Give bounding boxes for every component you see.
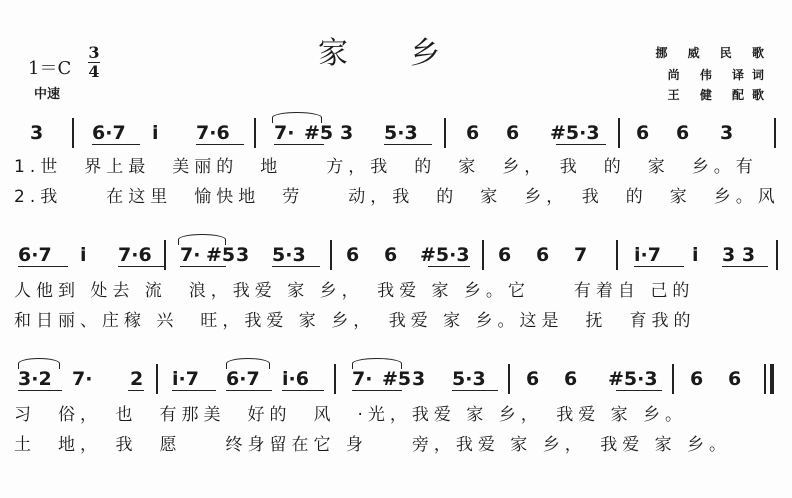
barline — [482, 240, 484, 270]
time-signature-top: 3 — [88, 43, 100, 62]
note: #5·3 — [420, 244, 470, 266]
note: 3 — [720, 122, 734, 144]
underline — [634, 266, 684, 267]
note: 7· — [72, 368, 93, 390]
note: i·7 — [634, 244, 661, 266]
note: 7· — [274, 122, 295, 144]
lyrics-verse-1: 人他到 处去 流 浪，我爱 家 乡， 我爱 家 乡。它 有着自 己的 — [14, 281, 695, 301]
barline — [616, 240, 618, 270]
note: 6 — [498, 244, 512, 266]
note: 7·6 — [196, 122, 230, 144]
note: i — [692, 244, 699, 266]
underline — [274, 144, 324, 145]
note: i — [152, 122, 159, 144]
underline — [556, 144, 606, 145]
barline — [508, 364, 510, 394]
note: 6 — [676, 122, 690, 144]
underline — [196, 144, 244, 145]
underline — [272, 266, 320, 267]
lyrics-verse-2: 和日丽、庄稼 兴 旺，我爱 家 乡， 我爱 家 乡。这是 抚 育我的 — [14, 311, 696, 331]
note: 3 — [30, 122, 44, 144]
note: 3 — [236, 244, 250, 266]
time-signature-bottom: 4 — [88, 62, 100, 81]
barline — [254, 118, 256, 148]
note: #5·3 — [608, 368, 658, 390]
barline — [334, 364, 336, 394]
key-signature: 1＝C — [28, 58, 72, 79]
note: 5·3 — [452, 368, 486, 390]
underline — [384, 144, 432, 145]
note: i·7 — [172, 368, 199, 390]
barline — [72, 118, 74, 148]
lyrics-verse-1: 1.世 界上最 美丽的 地 方，我 的 家 乡， 我 的 家 乡。有 — [14, 157, 758, 177]
barline — [618, 118, 620, 148]
note: 6 — [564, 368, 578, 390]
note: 6·7 — [18, 244, 52, 266]
note: #5 — [304, 122, 334, 144]
melody-line-3 — [0, 364, 792, 394]
note: 6 — [384, 244, 398, 266]
credit-translator: 尚 伟 译词 — [667, 68, 772, 82]
barline — [672, 364, 674, 394]
note: 7 — [574, 244, 588, 266]
underline — [616, 390, 662, 391]
note: i·6 — [282, 368, 309, 390]
note: 3 — [412, 368, 426, 390]
note: 6·7 — [92, 122, 126, 144]
underline — [18, 390, 62, 391]
barline — [164, 240, 166, 270]
note: #5 — [206, 244, 236, 266]
underline — [352, 390, 402, 391]
note: 3 — [340, 122, 354, 144]
note: 5·3 — [384, 122, 418, 144]
note: 7· — [352, 368, 373, 390]
underline — [118, 266, 166, 267]
note: 7·6 — [118, 244, 152, 266]
barline — [776, 240, 778, 270]
note: #5·3 — [550, 122, 600, 144]
underline — [722, 266, 768, 267]
lyrics-verse-2: 2.我 在这里 愉快地 劳 动，我 的 家 乡， 我 的 家 乡。风 — [14, 187, 780, 207]
note: 6 — [536, 244, 550, 266]
underline — [226, 390, 272, 391]
time-signature — [88, 44, 100, 81]
note: #5 — [382, 368, 412, 390]
lyrics-verse-1: 习 俗， 也 有那美 好的 风 ·光，我爱 家 乡， 我爱 家 乡。 — [14, 405, 688, 425]
note: 6 — [690, 368, 704, 390]
lyrics-verse-2: 土 地， 我 愿 终身留在它 身 旁，我爱 家 乡， 我爱 家 乡。 — [14, 435, 732, 455]
note: 5·3 — [272, 244, 306, 266]
final-barline-thin — [764, 364, 766, 394]
note: 6 — [506, 122, 520, 144]
note: 6 — [466, 122, 480, 144]
barline — [444, 118, 446, 148]
note: 6 — [526, 368, 540, 390]
melody-line-1 — [0, 118, 792, 148]
barline — [156, 364, 158, 394]
underline — [282, 390, 324, 391]
note: 3 3 — [722, 244, 756, 266]
barline — [774, 118, 776, 148]
underline — [180, 266, 226, 267]
underline — [428, 266, 470, 267]
note: i — [80, 244, 87, 266]
credit-arranger: 王 健 配歌 — [667, 88, 772, 102]
note: 6 — [636, 122, 650, 144]
barline — [330, 240, 332, 270]
song-title: 家乡 — [318, 36, 502, 71]
underline — [452, 390, 498, 391]
underline — [18, 266, 68, 267]
note: 6 — [346, 244, 360, 266]
final-barline-thick — [770, 364, 774, 394]
note: 6 — [728, 368, 742, 390]
underline — [172, 390, 216, 391]
tempo-marking: 中速 — [34, 87, 61, 102]
note: 2 — [130, 368, 144, 390]
underline — [128, 390, 144, 391]
underline — [92, 144, 140, 145]
note: 3·2 — [18, 368, 52, 390]
note: 6·7 — [226, 368, 260, 390]
melody-line-2 — [0, 240, 792, 270]
note: 7· — [180, 244, 201, 266]
credit-origin: 挪 威 民 歌 — [655, 46, 772, 60]
